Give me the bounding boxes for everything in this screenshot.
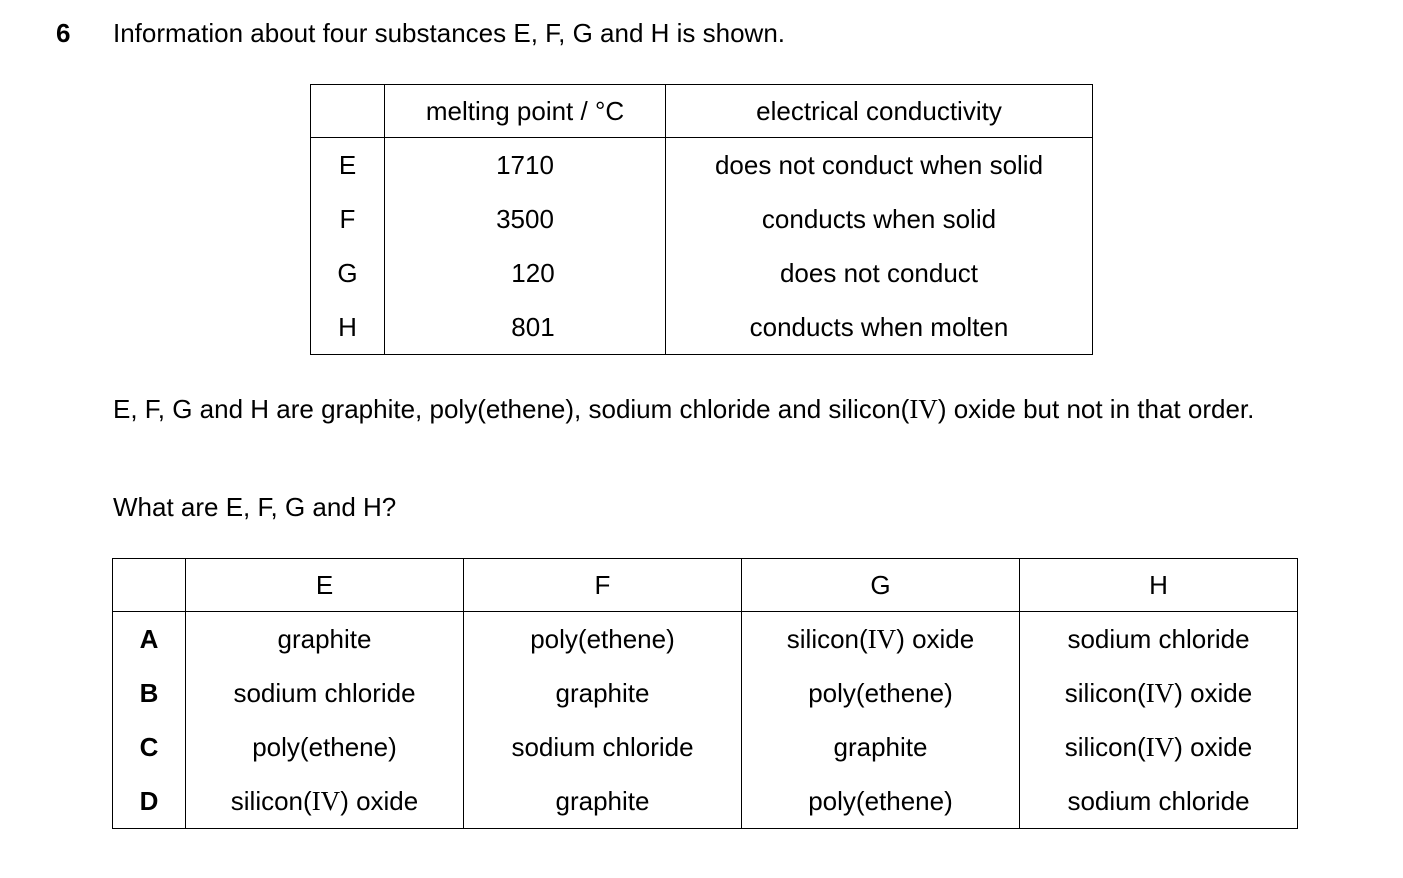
substance-label: G <box>311 246 385 300</box>
option-cell-g: poly(ethene) <box>742 666 1020 720</box>
paragraph-part1: E, F, G and H are graphite, poly(ethene), sodium chloride and silicon( <box>113 394 910 424</box>
option-cell-g: silicon(IV) oxide <box>742 612 1020 667</box>
table-row <box>311 192 1093 246</box>
option-cell-h: silicon(IV) oxide <box>1020 666 1298 720</box>
option-key[interactable]: C <box>113 720 186 774</box>
question-intro: Information about four substances E, F, G and H is shown. <box>113 18 786 48</box>
question-number: 6 <box>56 18 71 48</box>
substance-label: F <box>311 192 385 246</box>
header-f: F <box>464 559 742 612</box>
melting-point-value: 120 <box>385 246 666 300</box>
option-cell-h: sodium chloride <box>1020 774 1298 829</box>
option-cell-e: graphite <box>186 612 464 667</box>
option-key[interactable]: B <box>113 666 186 720</box>
option-cell-h: sodium chloride <box>1020 612 1298 667</box>
substance-label: H <box>311 300 385 355</box>
header-conductivity: electrical conductivity <box>666 85 1093 138</box>
conductivity-value: conducts when solid <box>666 192 1093 246</box>
roman-numeral: IV <box>1145 731 1175 762</box>
option-cell-f: graphite <box>464 666 742 720</box>
option-row-d[interactable] <box>113 774 1298 829</box>
header-h: H <box>1020 559 1298 612</box>
option-cell-e: silicon(IV) oxide <box>186 774 464 829</box>
header-e: E <box>186 559 464 612</box>
melting-point-value: 801 <box>385 300 666 355</box>
roman-numeral: IV <box>311 785 341 816</box>
substances-paragraph <box>113 393 1347 426</box>
question-prompt: What are E, F, G and H? <box>113 492 397 522</box>
option-row-a[interactable] <box>113 612 1298 667</box>
option-cell-f: sodium chloride <box>464 720 742 774</box>
melting-point-value: 1710 <box>385 138 666 193</box>
table-row <box>311 138 1093 193</box>
option-row-b[interactable] <box>113 666 1298 720</box>
paragraph-roman-numeral: IV <box>909 394 938 424</box>
roman-numeral: IV <box>1145 677 1175 708</box>
option-cell-g: poly(ethene) <box>742 774 1020 829</box>
conductivity-value: does not conduct when solid <box>666 138 1093 193</box>
table-row <box>311 246 1093 300</box>
header-key <box>113 559 186 612</box>
options-table <box>112 558 1298 829</box>
header-substance <box>311 85 385 138</box>
conductivity-value: conducts when molten <box>666 300 1093 355</box>
header-melting-point: melting point / °C <box>385 85 666 138</box>
option-row-c[interactable] <box>113 720 1298 774</box>
properties-table <box>310 84 1093 355</box>
option-cell-e: poly(ethene) <box>186 720 464 774</box>
conductivity-value: does not conduct <box>666 246 1093 300</box>
substance-label: E <box>311 138 385 193</box>
option-key[interactable]: D <box>113 774 186 829</box>
option-cell-f: poly(ethene) <box>464 612 742 667</box>
table-row <box>311 300 1093 355</box>
melting-point-value: 3500 <box>385 192 666 246</box>
properties-header-row <box>311 85 1093 138</box>
option-cell-e: sodium chloride <box>186 666 464 720</box>
options-header-row <box>113 559 1298 612</box>
header-g: G <box>742 559 1020 612</box>
paragraph-part2: ) oxide but not in that order. <box>937 394 1255 424</box>
option-key[interactable]: A <box>113 612 186 667</box>
option-cell-g: graphite <box>742 720 1020 774</box>
option-cell-h: silicon(IV) oxide <box>1020 720 1298 774</box>
roman-numeral: IV <box>867 623 897 654</box>
option-cell-f: graphite <box>464 774 742 829</box>
